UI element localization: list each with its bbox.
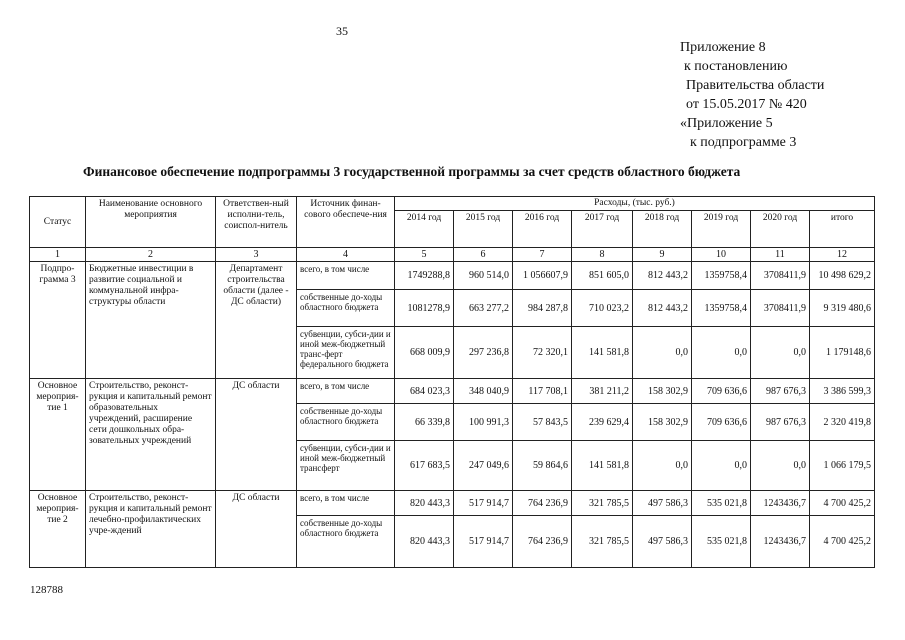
column-number: 12 <box>810 248 875 262</box>
header-year: 2017 год <box>572 211 633 248</box>
responsible-executor: ДС области <box>216 491 297 568</box>
amount-cell: 960 514,0 <box>454 262 513 290</box>
amount-cell: 0,0 <box>751 441 810 491</box>
header-year: 2016 год <box>513 211 572 248</box>
amount-cell: 72 320,1 <box>513 327 572 379</box>
header-year: 2019 год <box>692 211 751 248</box>
amount-cell: 535 021,8 <box>692 516 751 568</box>
amount-cell: 663 277,2 <box>454 290 513 327</box>
amount-cell: 497 586,3 <box>633 516 692 568</box>
header-expenses: Расходы, (тыс. руб.) <box>395 197 875 211</box>
page-number: 35 <box>336 24 348 38</box>
amount-cell: 984 287,8 <box>513 290 572 327</box>
column-number: 9 <box>633 248 692 262</box>
header-status: Статус <box>30 197 86 248</box>
amount-cell: 297 236,8 <box>454 327 513 379</box>
group-status: Подпро-грамма 3 <box>30 262 86 379</box>
amount-cell: 684 023,3 <box>395 379 454 404</box>
amount-cell: 1749288,8 <box>395 262 454 290</box>
funding-source: субвенции, субси-дии и иной меж-бюджетный трансферт <box>297 441 395 491</box>
amount-cell: 0,0 <box>692 327 751 379</box>
column-number: 8 <box>572 248 633 262</box>
amount-cell: 764 236,9 <box>513 516 572 568</box>
amount-cell: 247 049,6 <box>454 441 513 491</box>
total-cell: 9 319 480,6 <box>810 290 875 327</box>
total-cell: 1 179148,6 <box>810 327 875 379</box>
amount-cell: 141 581,8 <box>572 327 633 379</box>
amount-cell: 709 636,6 <box>692 404 751 441</box>
total-cell: 1 066 179,5 <box>810 441 875 491</box>
finance-table <box>29 196 875 568</box>
amount-cell: 348 040,9 <box>454 379 513 404</box>
amount-cell: 812 443,2 <box>633 262 692 290</box>
amount-cell: 0,0 <box>692 441 751 491</box>
amount-cell: 535 021,8 <box>692 491 751 516</box>
amount-cell: 517 914,7 <box>454 516 513 568</box>
funding-source: всего, в том числе <box>297 262 395 290</box>
funding-source: собственные до-ходы областного бюджета <box>297 290 395 327</box>
funding-source: всего, в том числе <box>297 491 395 516</box>
appendix-line: к постановлению <box>684 59 788 74</box>
header-responsible: Ответствен-ный исполни-тель, соиспол-нитель <box>216 197 297 248</box>
table-row <box>30 379 875 404</box>
table-row <box>30 262 875 290</box>
column-number: 4 <box>297 248 395 262</box>
amount-cell: 158 302,9 <box>633 379 692 404</box>
amount-cell: 141 581,8 <box>572 441 633 491</box>
header-year: 2018 год <box>633 211 692 248</box>
measure-name: Бюджетные инвестиции в развитие социальной и коммунальной инфра-структуры области <box>86 262 216 379</box>
amount-cell: 1359758,4 <box>692 290 751 327</box>
header-source: Источник финан-сового обеспече-ния <box>297 197 395 248</box>
amount-cell: 158 302,9 <box>633 404 692 441</box>
amount-cell: 0,0 <box>751 327 810 379</box>
amount-cell: 100 991,3 <box>454 404 513 441</box>
header-year: 2014 год <box>395 211 454 248</box>
appendix-reference <box>680 38 824 152</box>
amount-cell: 57 843,5 <box>513 404 572 441</box>
amount-cell: 1 056607,9 <box>513 262 572 290</box>
amount-cell: 820 443,3 <box>395 516 454 568</box>
amount-cell: 987 676,3 <box>751 379 810 404</box>
funding-source: собственные до-ходы областного бюджета <box>297 404 395 441</box>
total-cell: 4 700 425,2 <box>810 516 875 568</box>
amount-cell: 812 443,2 <box>633 290 692 327</box>
column-number: 11 <box>751 248 810 262</box>
amount-cell: 709 636,6 <box>692 379 751 404</box>
amount-cell: 851 605,0 <box>572 262 633 290</box>
funding-source: собственные до-ходы областного бюджета <box>297 516 395 568</box>
amount-cell: 66 339,8 <box>395 404 454 441</box>
amount-cell: 0,0 <box>633 441 692 491</box>
amount-cell: 617 683,5 <box>395 441 454 491</box>
total-cell: 10 498 629,2 <box>810 262 875 290</box>
amount-cell: 239 629,4 <box>572 404 633 441</box>
column-number: 6 <box>454 248 513 262</box>
appendix-line: Правительства области <box>686 78 825 93</box>
header-year: 2020 год <box>751 211 810 248</box>
column-number: 2 <box>86 248 216 262</box>
document-title: Финансовое обеспечение подпрограммы 3 государственной программы за счет средств областного бюджета <box>83 164 741 179</box>
appendix-line: к подпрограмме 3 <box>690 135 797 150</box>
amount-cell: 987 676,3 <box>751 404 810 441</box>
amount-cell: 1359758,4 <box>692 262 751 290</box>
amount-cell: 497 586,3 <box>633 491 692 516</box>
amount-cell: 710 023,2 <box>572 290 633 327</box>
amount-cell: 3708411,9 <box>751 290 810 327</box>
amount-cell: 0,0 <box>633 327 692 379</box>
column-number: 1 <box>30 248 86 262</box>
appendix-line: Приложение 8 <box>680 40 766 55</box>
appendix-line: от 15.05.2017 № 420 <box>686 97 807 112</box>
amount-cell: 764 236,9 <box>513 491 572 516</box>
header-total: итого <box>810 211 875 248</box>
amount-cell: 59 864,6 <box>513 441 572 491</box>
header-name: Наименование основного мероприятия <box>86 197 216 248</box>
total-cell: 3 386 599,3 <box>810 379 875 404</box>
amount-cell: 517 914,7 <box>454 491 513 516</box>
group-status: Основное мероприя-тие 2 <box>30 491 86 568</box>
funding-source: всего, в том числе <box>297 379 395 404</box>
amount-cell: 117 708,1 <box>513 379 572 404</box>
appendix-line: «Приложение 5 <box>680 116 773 131</box>
responsible-executor: Департамент строительства области (далее - ДС области) <box>216 262 297 379</box>
column-number: 7 <box>513 248 572 262</box>
amount-cell: 3708411,9 <box>751 262 810 290</box>
column-number: 5 <box>395 248 454 262</box>
measure-name: Строительство, реконст-рукция и капитальный ремонт образовательных учреждений, расширение сети дошкольных обра-зовательных учреждений <box>86 379 216 491</box>
amount-cell: 381 211,2 <box>572 379 633 404</box>
amount-cell: 820 443,3 <box>395 491 454 516</box>
amount-cell: 668 009,9 <box>395 327 454 379</box>
amount-cell: 321 785,5 <box>572 491 633 516</box>
amount-cell: 321 785,5 <box>572 516 633 568</box>
column-number: 3 <box>216 248 297 262</box>
header-year: 2015 год <box>454 211 513 248</box>
document-code: 128788 <box>30 584 63 596</box>
total-cell: 2 320 419,8 <box>810 404 875 441</box>
amount-cell: 1243436,7 <box>751 516 810 568</box>
measure-name: Строительство, реконст-рукция и капитальный ремонт лечебно-профилактических учре-ждений <box>86 491 216 568</box>
responsible-executor: ДС области <box>216 379 297 491</box>
table-row <box>30 491 875 516</box>
column-number-row <box>30 248 875 262</box>
amount-cell: 1243436,7 <box>751 491 810 516</box>
amount-cell: 1081278,9 <box>395 290 454 327</box>
funding-source: субвенции, субси-дии и иной меж-бюджетный транс-ферт федерального бюджета <box>297 327 395 379</box>
group-status: Основное мероприя-тие 1 <box>30 379 86 491</box>
column-number: 10 <box>692 248 751 262</box>
total-cell: 4 700 425,2 <box>810 491 875 516</box>
